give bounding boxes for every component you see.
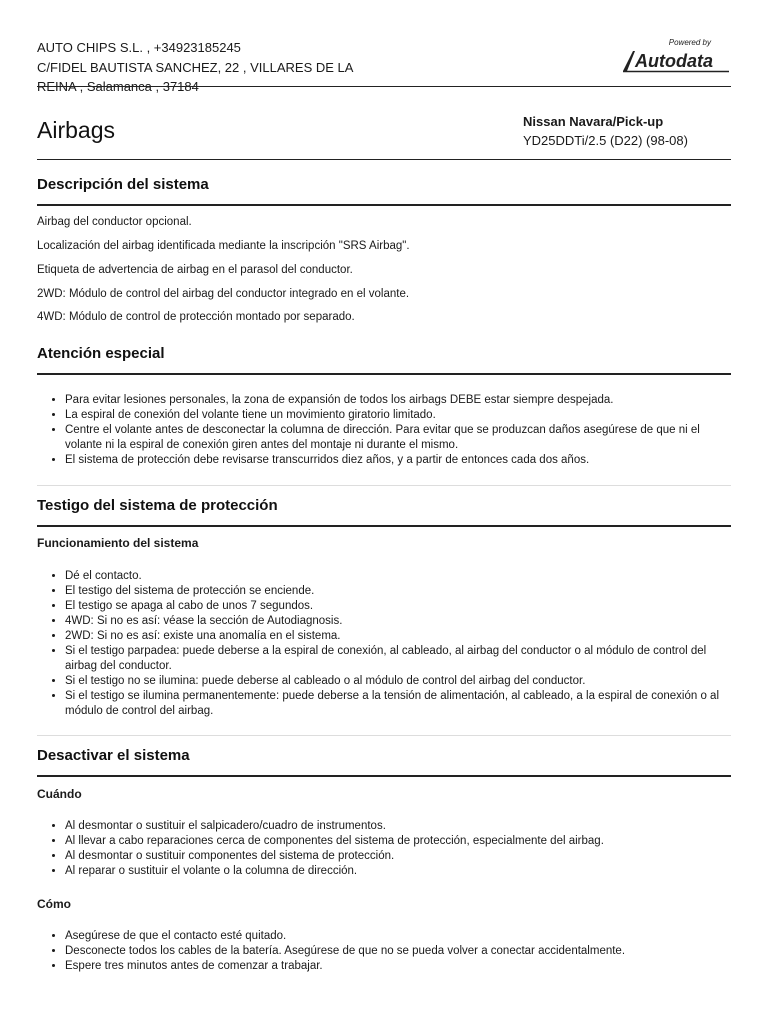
descripcion-para-1: Airbag del conductor opcional. — [37, 216, 192, 228]
section-heading: Descripción del sistema — [37, 176, 731, 206]
testigo-subheading-wrap — [37, 536, 731, 550]
descripcion-para-4: 2WD: Módulo de control del airbag del conductor integrado en el volante. — [37, 288, 410, 300]
desactivar-subheading-como: Cómo — [37, 897, 71, 911]
list-item: • Si el testigo no se ilumina: puede deberse al cableado o al módulo de control del airbag del conductor. — [65, 674, 731, 689]
list-item: • Si el testigo se ilumina permanentemente: puede deberse a la tensión de alimentación, al cableado, a la espiral de conexión o al módulo de control del airbag. — [65, 689, 731, 719]
logo-powered-by: Powered by — [668, 38, 711, 47]
list-item: • Desconecte todos los cables de la batería. Asegúrese de que no se pueda volver a conectar accidentalmente. — [65, 944, 731, 959]
list-item: • Dé el contacto. — [65, 569, 731, 584]
testigo-subheading: Funcionamiento del sistema — [37, 536, 199, 550]
como-list — [37, 929, 731, 974]
descripcion-para-2: Localización del airbag identificada mediante la inscripción "SRS Airbag". — [37, 240, 410, 252]
list-item: • El testigo se apaga al cabo de unos 7 segundos. — [65, 599, 731, 614]
list-item: • Al reparar o sustituir el volante o la columna de dirección. — [65, 864, 731, 879]
section-divider — [37, 485, 731, 486]
section-divider — [37, 735, 731, 736]
atencion-list — [37, 393, 731, 468]
section-testigo — [37, 497, 731, 527]
company-line-3: REINA , Salamanca , 37184 — [37, 79, 199, 94]
list-item: • Asegúrese de que el contacto esté quitado. — [65, 929, 731, 944]
list-item: • 4WD: Si no es así: véase la sección de Autodiagnosis. — [65, 614, 731, 629]
section-descripcion — [37, 176, 731, 206]
company-line-2: C/FIDEL BAUTISTA SANCHEZ, 22 , VILLARES DE LA — [37, 59, 354, 75]
list-item: • Espere tres minutos antes de comenzar a trabajar. — [65, 959, 731, 974]
list-item: • Para evitar lesiones personales, la zona de expansión de todos los airbags DEBE estar siempre despejada. — [65, 393, 731, 408]
list-item: • Al llevar a cabo reparaciones cerca de componentes del sistema de protección, especialmente del airbag. — [65, 834, 731, 849]
list-item: • Al desmontar o sustituir componentes del sistema de protección. — [65, 849, 731, 864]
desactivar-list1-wrap — [37, 819, 731, 879]
descripcion-para-3: Etiqueta de advertencia de airbag en el parasol del conductor. — [37, 264, 353, 276]
list-item: • Al desmontar o sustituir el salpicadero/cuadro de instrumentos. — [65, 819, 731, 834]
company-line-1: AUTO CHIPS S.L. , +34923185245 — [37, 40, 241, 55]
section-desactivar — [37, 747, 731, 777]
list-item: • 2WD: Si no es así: existe una anomalía en el sistema. — [65, 629, 731, 644]
page-title: Airbags — [37, 117, 115, 143]
vehicle-engine: YD25DDTi/2.5 (D22) (98-08) — [523, 133, 688, 148]
title-divider — [37, 159, 731, 160]
vehicle-model: Nissan Navara/Pick-up — [523, 114, 664, 129]
section-heading: Testigo del sistema de protección — [37, 497, 731, 527]
logo-brand-text: Autodata — [635, 51, 713, 71]
desactivar-subheading-cuando: Cuándo — [37, 787, 82, 801]
list-item: • La espiral de conexión del volante tiene un movimiento giratorio limitado. — [65, 408, 731, 423]
list-item: • El testigo del sistema de protección se enciende. — [65, 584, 731, 599]
desactivar-sub1-wrap — [37, 787, 731, 801]
descripcion-para-5: 4WD: Módulo de control de protección montado por separado. — [37, 311, 355, 323]
atencion-list-wrap — [37, 393, 731, 468]
cuando-list — [37, 819, 731, 879]
section-atencion — [37, 345, 731, 375]
autodata-logo-icon — [621, 47, 731, 73]
testigo-list — [37, 569, 731, 719]
testigo-list-wrap — [37, 569, 731, 719]
vehicle-info — [523, 112, 688, 150]
list-item: • Si el testigo parpadea: puede deberse a la espiral de conexión, al cableado, al airbag del conductor o al módulo de control del airbag del conductor. — [65, 644, 731, 674]
section-heading: Desactivar el sistema — [37, 747, 731, 777]
desactivar-list2-wrap — [37, 929, 731, 974]
autodata-logo — [621, 38, 731, 74]
section-heading: Atención especial — [37, 345, 731, 375]
company-address — [37, 38, 367, 97]
list-item: • Centre el volante antes de desconectar la columna de dirección. Para evitar que se produzcan daños asegúrese de que ni el volante ni la espiral de conexión giren antes del montaje ni durante el mismo. — [65, 423, 731, 453]
desactivar-sub2-wrap — [37, 897, 731, 911]
list-item: • El sistema de protección debe revisarse transcurridos diez años, y a partir de entonces cada dos años. — [65, 453, 731, 468]
header-divider — [37, 86, 731, 87]
